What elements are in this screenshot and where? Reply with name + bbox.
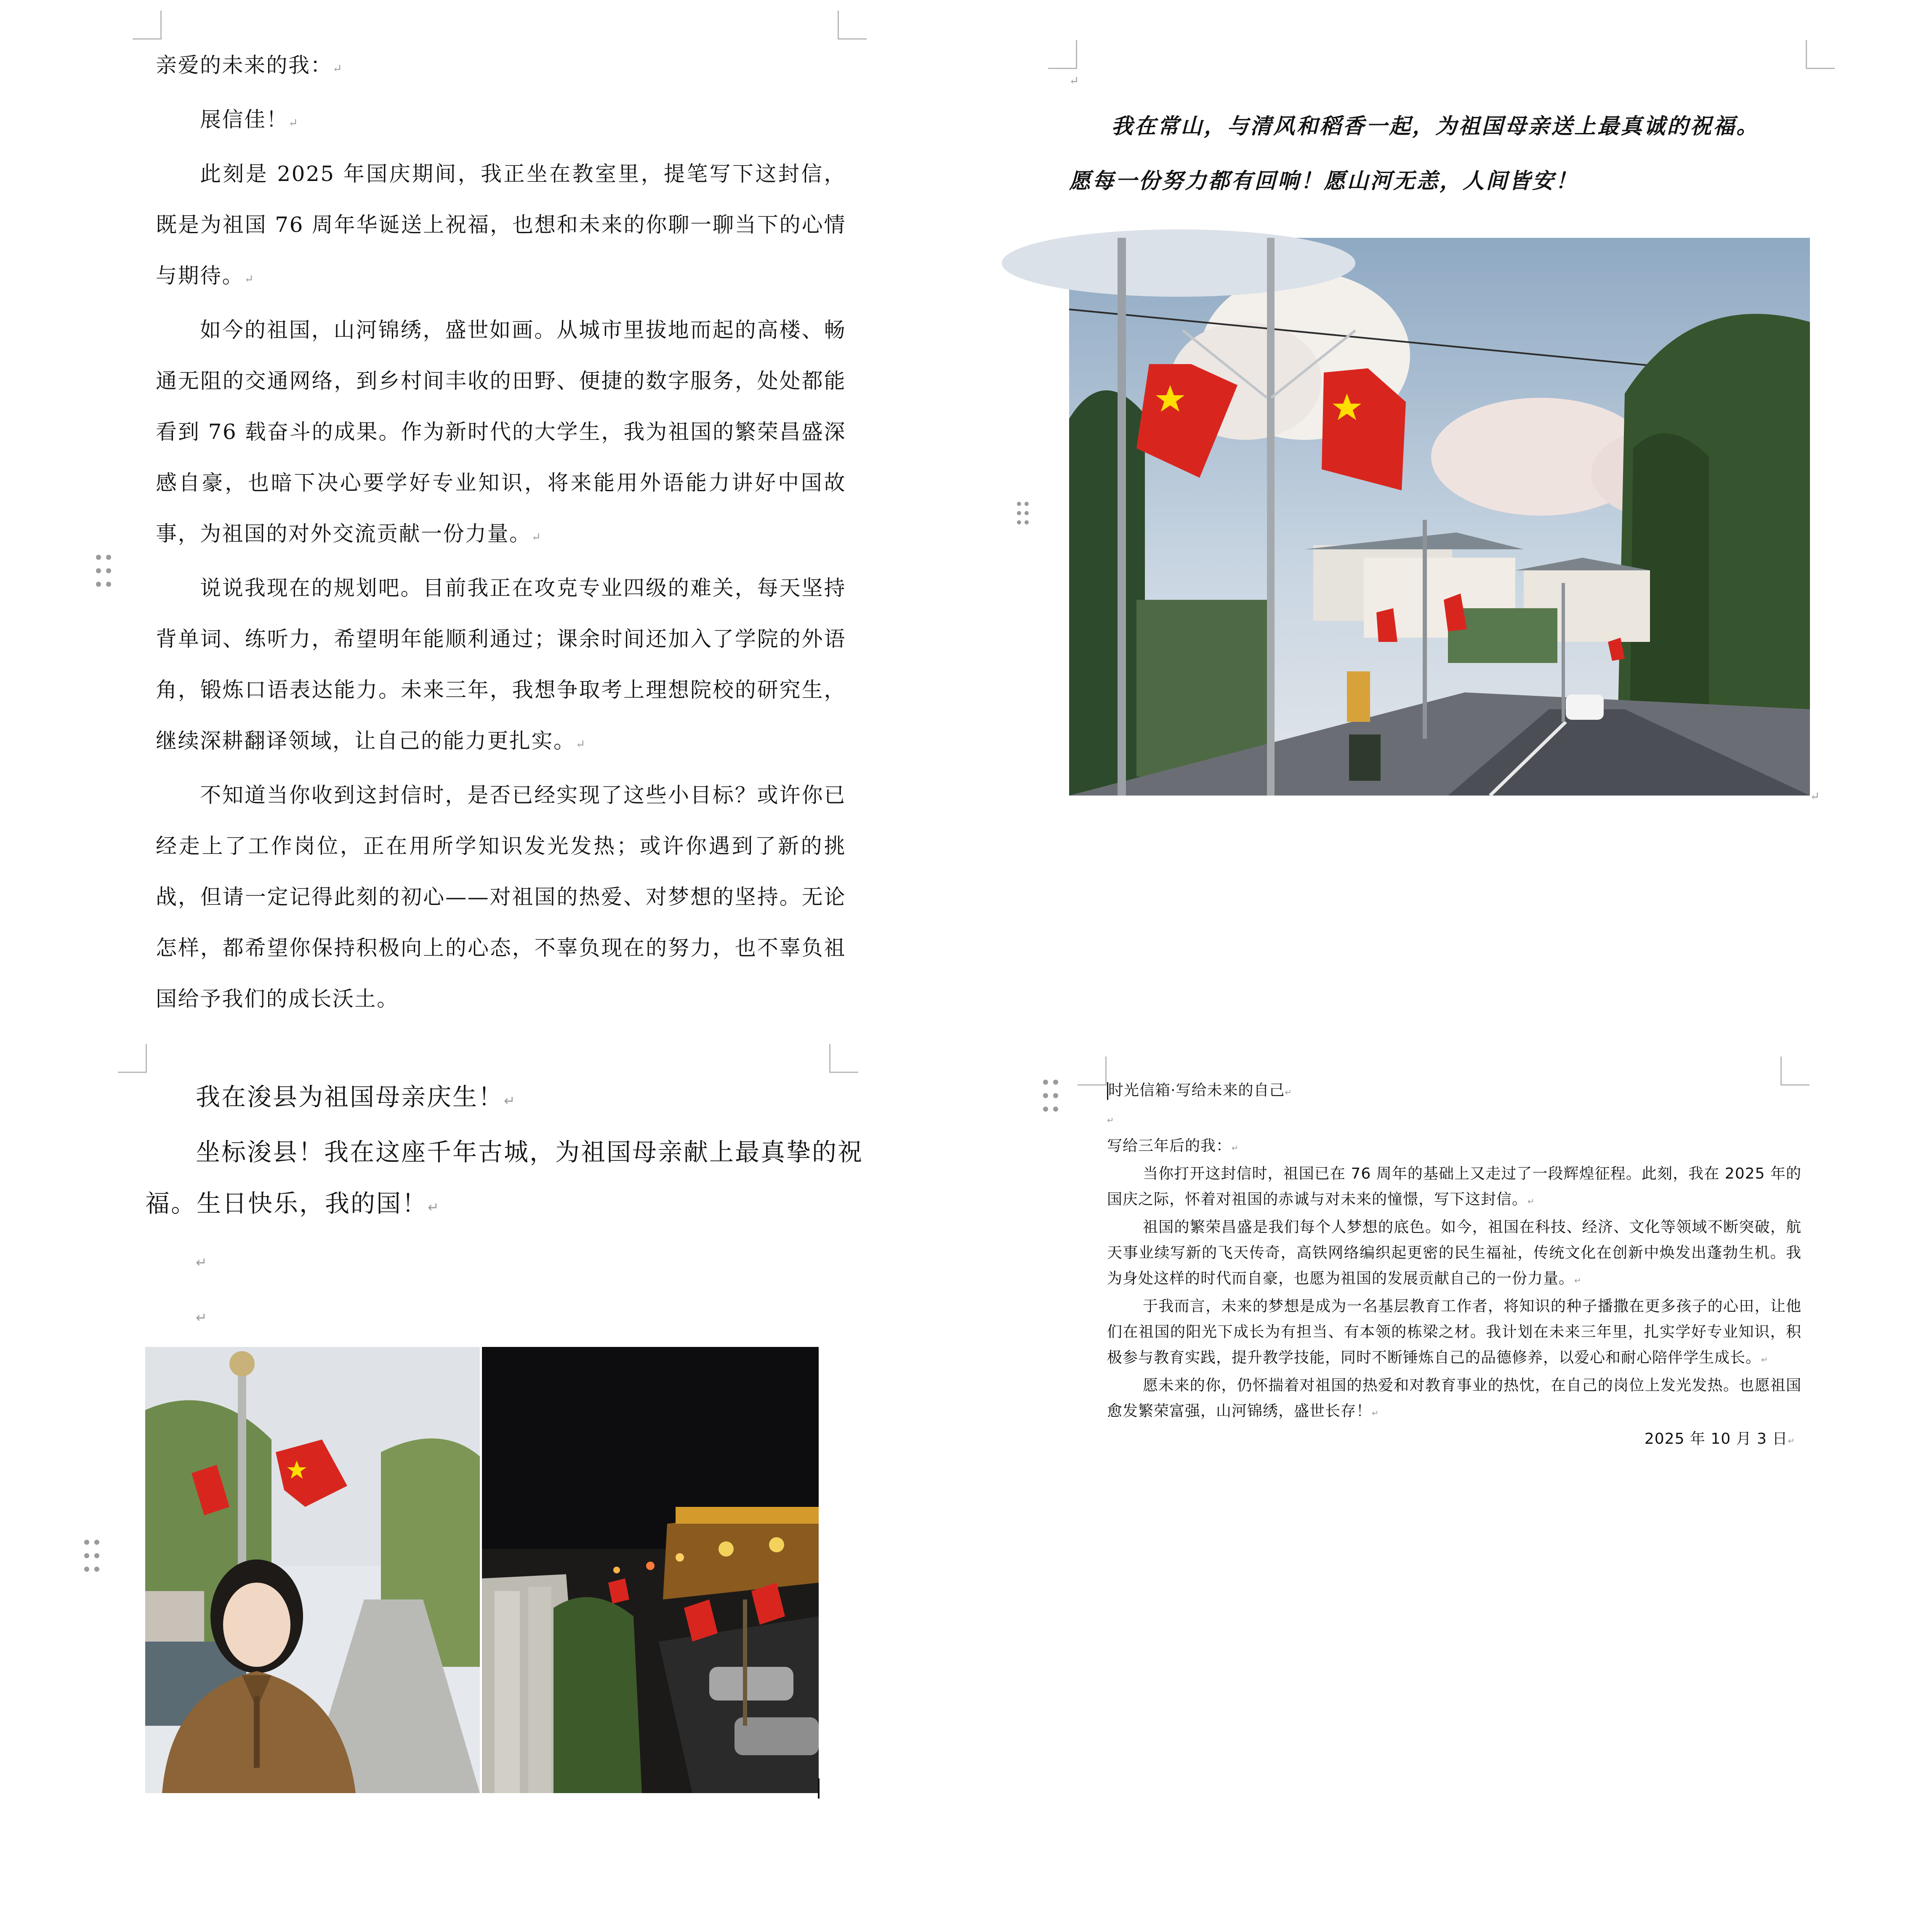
- paragraph-mark-icon: ↵: [1232, 1143, 1239, 1153]
- paragraph-mark-icon: ↵: [1810, 789, 1820, 803]
- paragraph: 坐标浚县！我在这座千年古城，为祖国母亲献上最真挚的祝福。生日快乐，我的国！↵: [145, 1138, 864, 1218]
- letter-page-1: [156, 40, 846, 1011]
- salutation: 亲爱的未来的我：↵: [156, 53, 343, 77]
- paragraph: 当你打开这封信时，祖国已在 76 周年的基础上又走过了一段辉煌征程。此刻，我在 2025 年的国庆之际，怀着对祖国的赤诚与对未来的憧憬，写下这封信。↵: [1107, 1165, 1802, 1208]
- paragraph-mark-icon: ↵: [1285, 1088, 1293, 1097]
- paragraph-mark-icon: ↵: [196, 1309, 208, 1325]
- greeting-line-2: 愿每一份努力都有回响！愿山河无恙，人间皆安！: [1069, 168, 1579, 194]
- page-corner-mark: [838, 11, 867, 40]
- paragraph-mark-icon: ↵: [575, 737, 587, 751]
- letter-page-3: [145, 1071, 869, 1816]
- portrait-photo: [145, 1347, 480, 1793]
- salutation: 写给三年后的我：↵: [1107, 1137, 1239, 1155]
- page-corner-mark: [1048, 40, 1077, 69]
- night-street-photo: [482, 1347, 819, 1793]
- paragraph: 祖国的繁荣昌盛是我们每个人梦想的底色。如今，祖国在科技、经济、文化等领域不断突破，航天事业续写新的飞天传奇，高铁网络编织起更密的民生福祉，传统文化在创新中焕发出蓬勃生机。我为身处这样的时代而自豪，也愿为祖国的发展贡献自己的一份力量。↵: [1107, 1219, 1802, 1287]
- greeting: 展信佳！↵: [200, 107, 299, 132]
- paragraph-mark-icon: ↵: [1069, 74, 1079, 88]
- letter-date: 2025 年 10 月 3 日↵: [1644, 1430, 1795, 1448]
- heading: 我在浚县为祖国母亲庆生！↵: [196, 1083, 516, 1111]
- paragraph: 如今的祖国，山河锦绣，盛世如画。从城市里拔地而起的高楼、畅通无阻的交通网络，到乡村间丰收的田野、便捷的数字服务，处处都能看到 76 载奋斗的成果。作为新时代的大学生，我为祖国的繁荣昌盛深感自豪，也暗下决心要学好专业知识，将来能用外语能力讲好中国故事，为祖国的对外交流贡献一份力量。↵: [156, 318, 846, 546]
- paragraph: 此刻是 2025 年国庆期间，我正坐在教室里，提笔写下这封信，既是为祖国 76 周年华诞送上祝福，也想和未来的你聊一聊当下的心情与期待。↵: [156, 162, 846, 288]
- empty-line: [145, 1233, 869, 1288]
- paragraph: 说说我现在的规划吧。目前我正在攻克专业四级的难关，每天坚持背单词、练听力，希望明年能顺利通过；课余时间还加入了学院的外语角，锻炼口语表达能力。未来三年，我想争取考上理想院校的研究生，继续深耕翻译领域，让自己的能力更扎实。↵: [156, 576, 846, 753]
- paragraph-mark-icon: ↵: [1107, 1115, 1115, 1125]
- paragraph-mark-icon: ↵: [1528, 1197, 1535, 1206]
- paragraph-mark-icon: ↵: [1574, 1276, 1582, 1285]
- drag-handle-icon[interactable]: [1017, 502, 1034, 536]
- street-flags-photo: [1069, 238, 1810, 796]
- paragraph-mark-icon: ↵: [288, 116, 299, 130]
- paragraph-mark-icon: ↵: [428, 1199, 440, 1215]
- text-cursor: [818, 1778, 820, 1799]
- paragraph-mark-icon: ↵: [1761, 1355, 1769, 1365]
- drag-handle-icon[interactable]: [84, 1540, 101, 1574]
- paragraph-mark-icon: ↵: [531, 530, 543, 544]
- paragraph-mark-icon: ↵: [244, 272, 255, 286]
- letter-title: 时光信箱·写给未来的自己↵: [1107, 1078, 1802, 1105]
- empty-line: [1107, 1105, 1802, 1133]
- drag-handle-icon[interactable]: [1043, 1080, 1060, 1114]
- paragraph: 愿未来的你，仍怀揣着对祖国的热爱和对教育事业的热忱，在自己的岗位上发光发热。也愿祖国愈发繁荣富强，山河锦绣，盛世长存！↵: [1107, 1377, 1802, 1420]
- paragraph: 于我而言，未来的梦想是成为一名基层教育工作者，将知识的种子播撒在更多孩子的心田，让他们在祖国的阳光下成长为有担当、有本领的栋梁之材。我计划在未来三年里，扎实学好专业知识，积极参与教育实践，提升教学技能，同时不断锤炼自己的品德修养，以爱心和耐心陪伴学生成长。↵: [1107, 1298, 1802, 1366]
- greeting-line-1: 我在常山，与清风和稻香一起，为祖国母亲送上最真诚的祝福。: [1111, 114, 1760, 139]
- letter-page-2: [1069, 74, 1839, 806]
- page-corner-mark: [133, 11, 162, 40]
- paragraph-mark-icon: ↵: [1788, 1436, 1795, 1446]
- letter-page-4: [1107, 1078, 1802, 1498]
- drag-handle-icon[interactable]: [96, 555, 113, 589]
- paragraph-mark-icon: ↵: [504, 1093, 516, 1109]
- paragraph: 不知道当你收到这封信时，是否已经实现了这些小目标？或许你已经走上了工作岗位，正在用所学知识发光发热；或许你遇到了新的挑战，但请一定记得此刻的初心——对祖国的热爱、对梦想的坚持。无论怎样，都希望你保持积极向上的心态，不辜负现在的努力，也不辜负祖国给予我们的成长沃土。: [156, 783, 846, 1011]
- page-corner-mark: [1078, 1056, 1107, 1086]
- page-corner-mark: [829, 1044, 858, 1073]
- paragraph-mark-icon: ↵: [333, 62, 343, 75]
- paragraph-mark-icon: ↵: [1372, 1408, 1379, 1418]
- paragraph-mark-icon: ↵: [196, 1254, 208, 1270]
- empty-line: [145, 1288, 869, 1343]
- page-corner-mark: [118, 1044, 147, 1073]
- page-corner-mark: [1806, 40, 1835, 69]
